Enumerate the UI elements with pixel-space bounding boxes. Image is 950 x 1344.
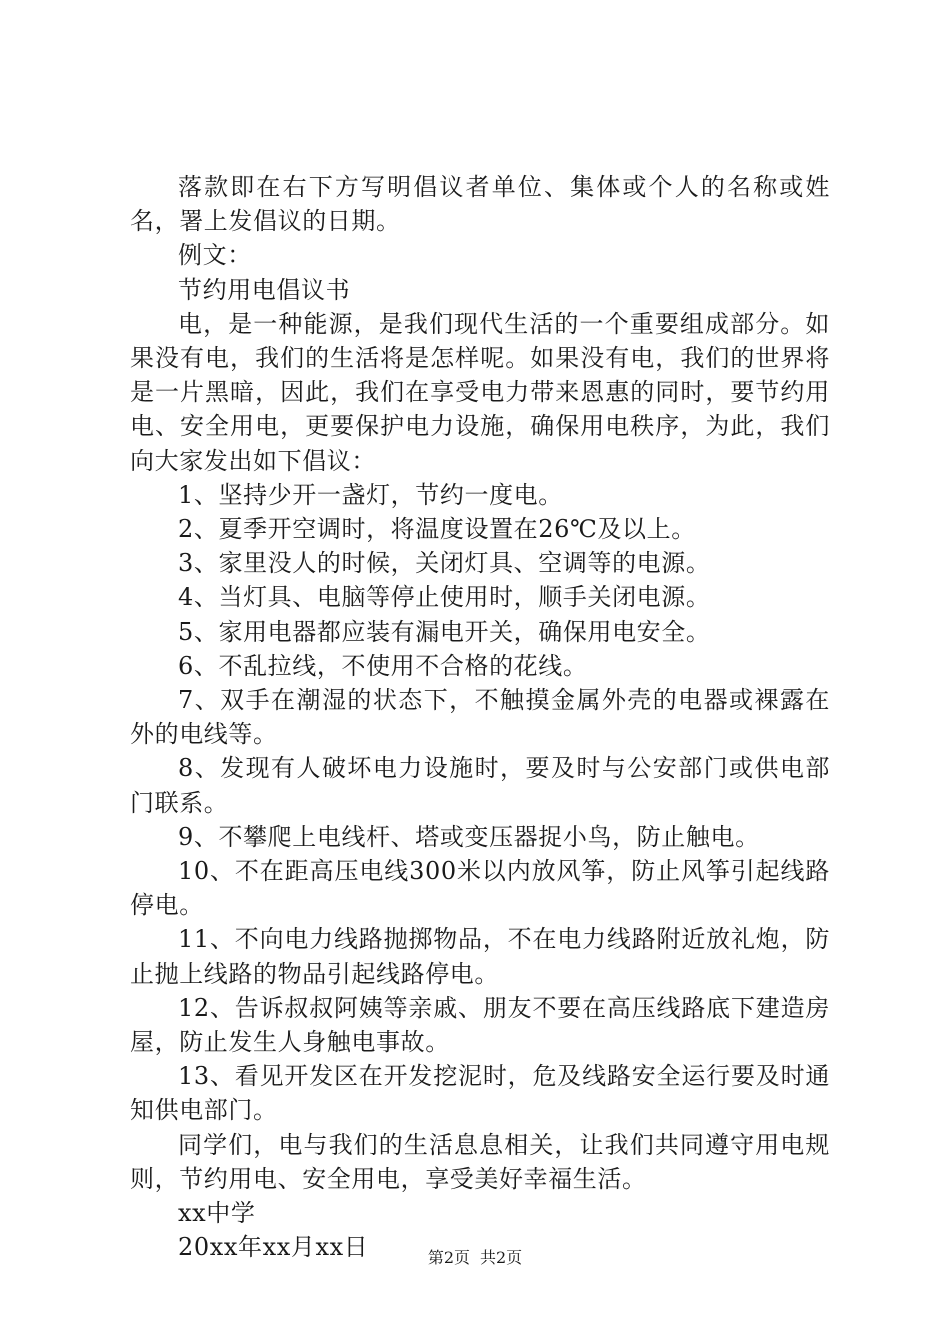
page-number: 第2页 bbox=[427, 1248, 470, 1267]
paragraph-intro: 电，是一种能源，是我们现代生活的一个重要组成部分。如果没有电，我们的生活将是怎样呢。如果没有电，我们的世界将是一片黑暗，因此，我们在享受电力带来恩惠的同时，要节约用电、安全用电，更要保护电力设施，确保用电秩序，为此，我们向大家发出如下倡议： bbox=[130, 309, 830, 475]
proposal-item-7: 7、双手在潮湿的状态下，不触摸金属外壳的电器或裸露在外的电线等。 bbox=[130, 686, 830, 749]
proposal-item-13: 13、看见开发区在开发挖泥时，危及线路安全运行要及时通知供电部门。 bbox=[130, 1062, 830, 1125]
proposal-item-6: 6、不乱拉线，不使用不合格的花线。 bbox=[178, 651, 588, 680]
paragraph-example-label: 例文： bbox=[178, 241, 252, 270]
proposal-title: 节约用电倡议书 bbox=[178, 275, 351, 304]
proposal-item-4: 4、当灯具、电脑等停止使用时，顺手关闭电源。 bbox=[178, 583, 711, 612]
proposal-item-5: 5、家用电器都应装有漏电开关，确保用电安全。 bbox=[178, 617, 711, 646]
proposal-item-11: 11、不向电力线路抛掷物品，不在电力线路附近放礼炮，防止抛上线路的物品引起线路停电。 bbox=[130, 925, 830, 988]
proposal-item-12: 12、告诉叔叔阿姨等亲戚、朋友不要在高压线路底下建造房屋，防止发生人身触电事故。 bbox=[130, 993, 830, 1057]
signature-school: xx中学 bbox=[178, 1199, 256, 1228]
page-footer bbox=[0, 1248, 950, 1268]
page-total: 共2页 bbox=[480, 1248, 523, 1267]
proposal-item-8: 8、发现有人破坏电力设施时，要及时与公安部门或供电部门联系。 bbox=[130, 754, 830, 817]
paragraph-signature-note: 落款即在右下方写明倡议者单位、集体或个人的名称或姓名，署上发倡议的日期。 bbox=[130, 173, 830, 236]
proposal-item-10: 10、不在距高压电线300米以内放风筝，防止风筝引起线路停电。 bbox=[130, 857, 830, 920]
document-body bbox=[130, 170, 830, 1265]
proposal-item-2: 2、夏季开空调时，将温度设置在26℃及以上。 bbox=[178, 515, 696, 544]
paragraph-closing: 同学们，电与我们的生活息息相关，让我们共同遵守用电规则，节约用电、安全用电，享受美好幸福生活。 bbox=[130, 1130, 830, 1193]
proposal-item-9: 9、不攀爬上电线杆、塔或变压器捉小鸟，防止触电。 bbox=[178, 822, 760, 851]
proposal-item-1: 1、坚持少开一盏灯，节约一度电。 bbox=[178, 480, 563, 509]
proposal-item-3: 3、家里没人的时候，关闭灯具、空调等的电源。 bbox=[178, 549, 711, 578]
signature-date: 20xx年xx月xx日 bbox=[178, 1233, 369, 1262]
